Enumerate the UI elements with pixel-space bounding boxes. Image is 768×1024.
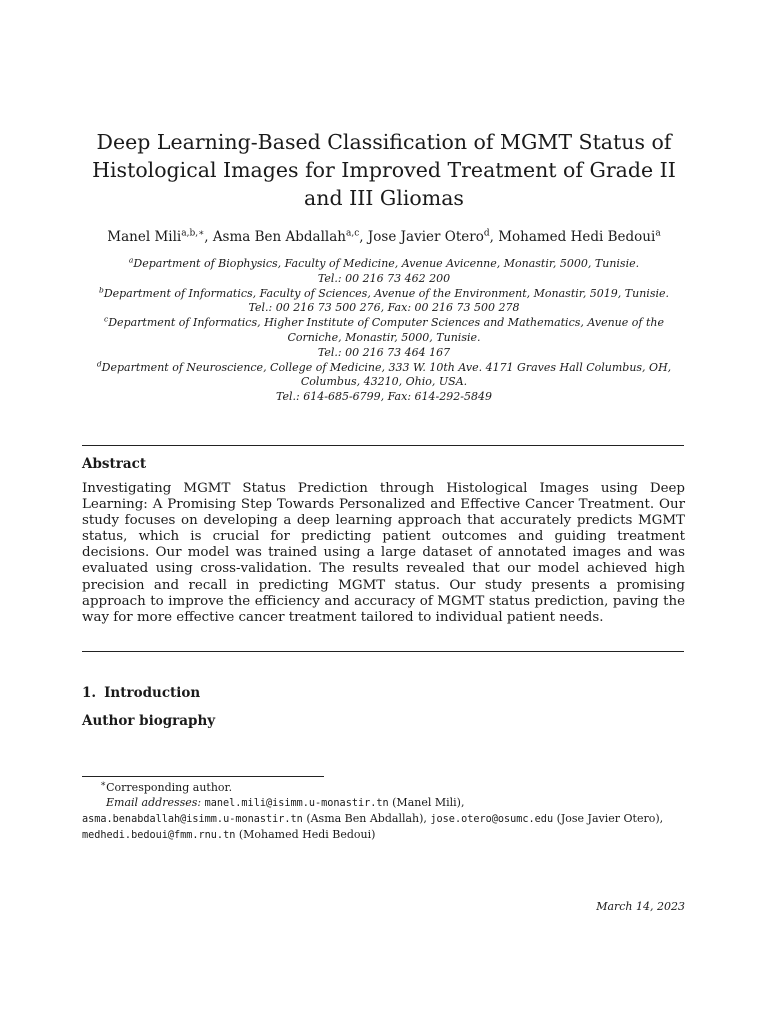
affiliation-a: $^a$Department of Biophysics, Faculty of Medicine, Avenue Avicenne, Monastir, 5000, Tunisie. Tel.: 00 216 73 462 200 <box>128 255 640 285</box>
author-affil-mark: a,c <box>346 228 360 239</box>
email-link[interactable]: asma.benabdallah@isimm.u-monastir.tn <box>82 814 303 825</box>
author-name: Asma Ben Abdallah <box>212 229 346 245</box>
affiliation-b: $^b$Department of Informatics, Faculty of Sciences, Avenue of the Environment, Monastir, 5019, Tunisie. Tel.: 00 216 73 500 276, Fax: 00 216 73 500 278 <box>99 284 669 315</box>
paper-title: Deep Learning-Based Classification of MGMT Status of Histological Images for Improved Treatment of Grade II and III Gliomas <box>92 130 676 210</box>
email-link[interactable]: jose.otero@osumc.edu <box>430 814 554 825</box>
affiliations <box>84 257 684 405</box>
author-list: Manel Mili$^{a,b,∗}$, Asma Ben Abdallah$^{a,c}$, Jose Javier Otero$^d$, Mohamed Hedi Bedoui$^a$ <box>107 228 661 245</box>
footnote-emails: Email addresses: manel.mili@isimm.u-monastir.tn (Manel Mili), asma.benabdallah@isimm.u-monastir.tn (Asma Ben Abdallah), jose.otero@osumc.edu (Jose Javier Otero), medhedi.bedoui@fmm.rnu.tn (Mohamed Hedi Bedoui) <box>82 796 664 841</box>
section-heading-introduction: 1. Introduction <box>82 685 201 701</box>
abstract-bottom-rule <box>82 651 684 652</box>
affiliation-d: $^d$Department of Neuroscience, College of Medicine, 333 W. 10th Ave. 4171 Graves Hall Columbus, OH, Columbus, 43210, Ohio, USA. Tel.: 614-685-6799, Fax: 614-292-5849 <box>96 358 672 404</box>
author-name: Jose Javier Otero <box>367 229 484 245</box>
author-affil-mark: a <box>655 228 661 239</box>
author-affil-mark: a,b,∗ <box>181 228 205 239</box>
footnote-rule <box>82 776 324 777</box>
preprint-date: March 14, 2023 <box>596 900 685 913</box>
author-affil-mark: d <box>483 228 490 239</box>
author-name: Mohamed Hedi Bedoui <box>498 229 656 245</box>
abstract-top-rule <box>82 445 684 446</box>
abstract-heading: Abstract <box>82 456 147 472</box>
section-heading-author-biography: Author biography <box>82 713 216 729</box>
footnote-corresponding: ∗Corresponding author. <box>100 779 233 794</box>
email-link[interactable]: manel.mili@isimm.u-monastir.tn <box>204 798 389 809</box>
author-name: Manel Mili <box>107 229 182 245</box>
email-link[interactable]: medhedi.bedoui@fmm.rnu.tn <box>82 830 236 841</box>
affiliation-c: $^c$Department of Informatics, Higher Institute of Computer Sciences and Mathematics, Avenue of the Corniche, Monastir, 5000, Tunisie. Tel.: 00 216 73 464 167 <box>104 314 664 359</box>
abstract-text: Investigating MGMT Status Prediction through Histological Images using Deep Learning: A Promising Step Towards Personalized and Effective Cancer Treatment. Our study focuses on developing a deep learning approach that accurately predicts MGMT status, which is crucial for predicting patient outcomes and guiding treatment decisions. Our model was trained using a large dataset of annotated images and was evaluated using cross-validation. The results revealed that our model achieved high precision and recall in predicting MGMT status. Our study presents a promising approach to improve the efficiency and accuracy of MGMT status prediction, paving the way for more effective cancer treatment tailored to individual patient needs. <box>82 481 685 625</box>
email-label: Email addresses: <box>106 796 202 809</box>
footnotes <box>82 780 685 843</box>
